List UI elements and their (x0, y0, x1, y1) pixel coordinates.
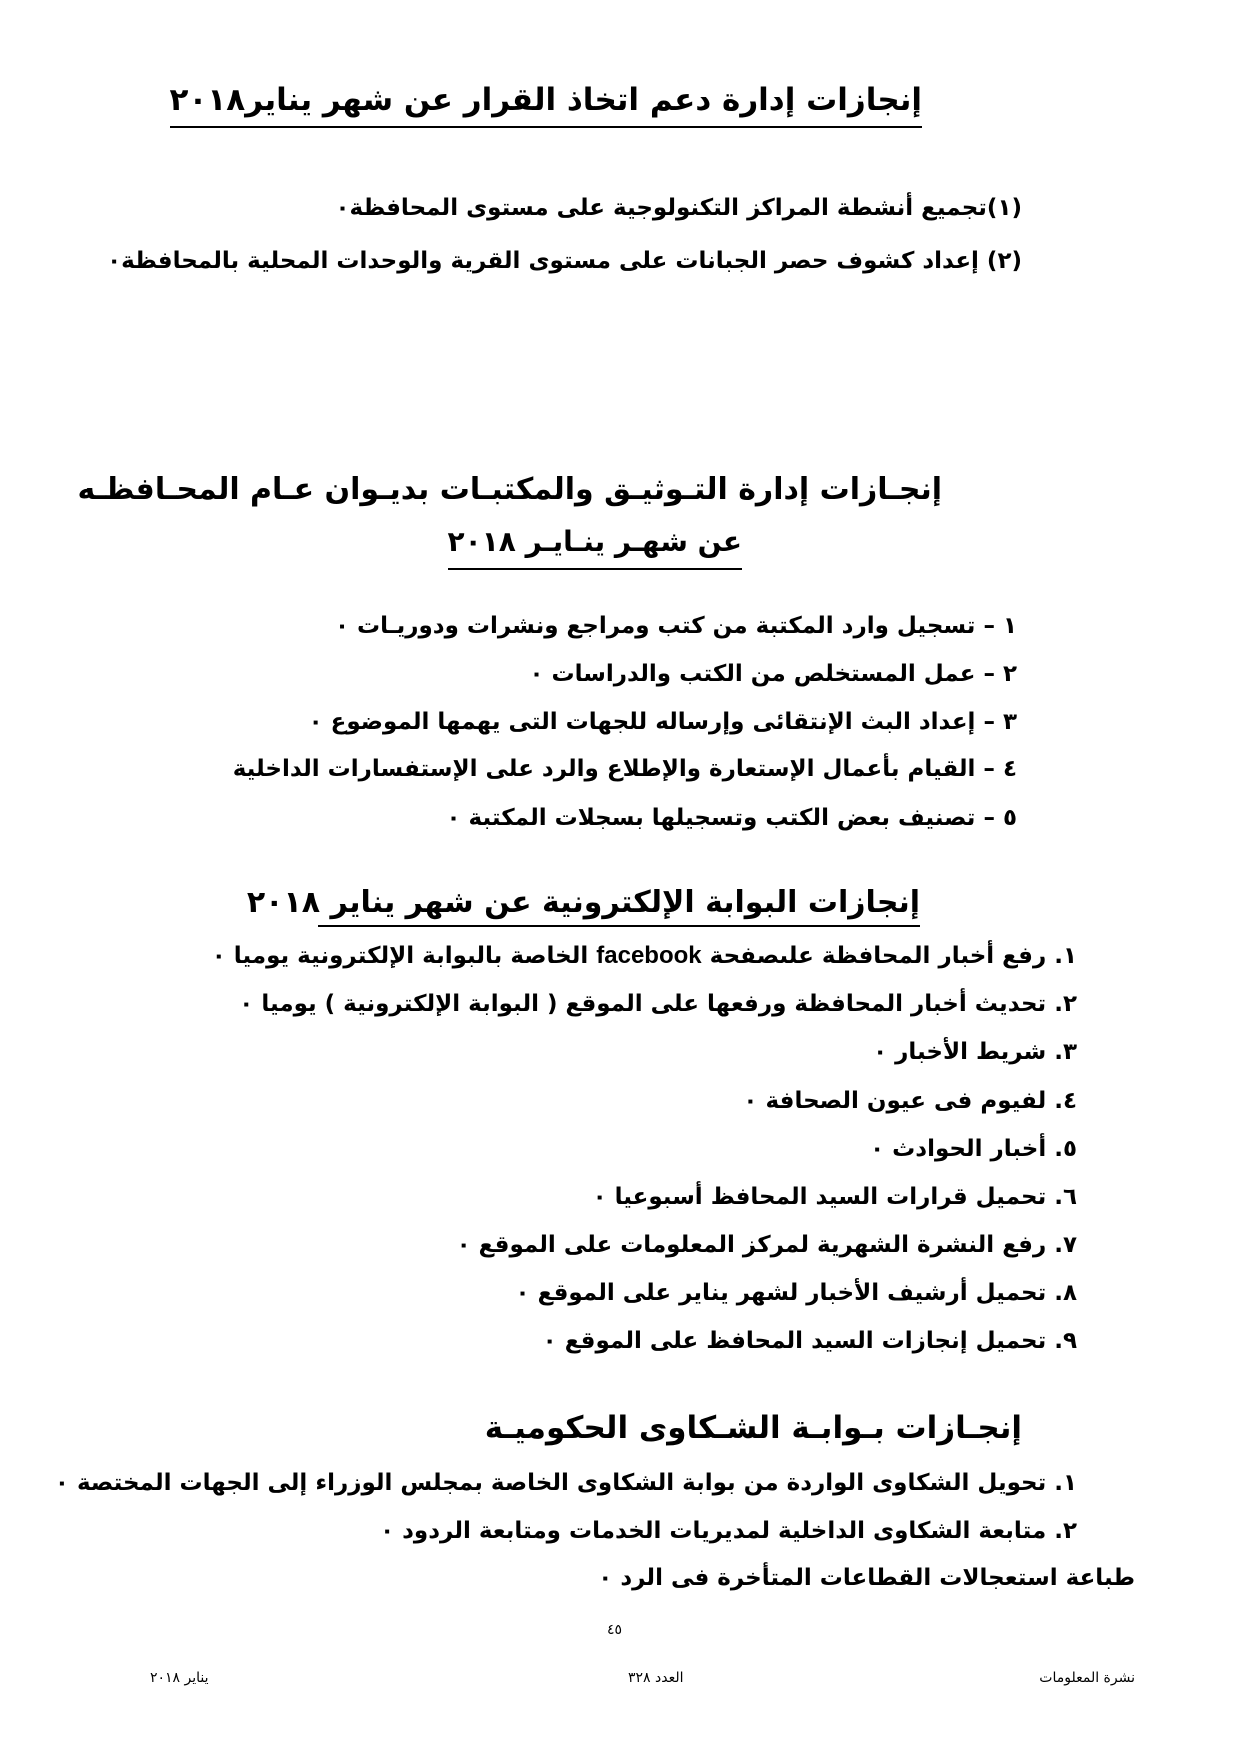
section4-title: إنجـازات بـوابـة الشـكاوى الحكوميـة (484, 1410, 1022, 1446)
section3-title: إنجازات البوابة الإلكترونية عن شهر يناير ٢٠١٨ (246, 885, 920, 920)
section3-item-4: ٤. لفيوم فى عيون الصحافة ٠ (743, 1088, 1077, 1114)
section1-title: إنجازات إدارة دعم اتخاذ القرار عن شهر يناير٢٠١٨ (170, 80, 922, 128)
section3-item-1 (212, 940, 1077, 972)
section2-item-1: ١ – تسجيل وارد المكتبة من كتب ومراجع ونشرات ودوريـات ٠ (334, 613, 1017, 639)
section2-title-line2: عن شهـر ينـايـر ٢٠١٨ (448, 522, 742, 570)
section3-item-1-after: الخاصة بالبوابة الإلكترونية يوميا ٠ (211, 943, 589, 969)
facebook-label: facebook (596, 942, 702, 969)
section3-item-1-before: ١. رفع أخبار المحافظة علىصفحة (709, 943, 1077, 969)
section1-item-2: (٢) إعداد كشوف حصر الجبانات على مستوى القرية والوحدات المحلية بالمحافظة٠ (107, 248, 1022, 274)
section3-item-3: ٣. شريط الأخبار ٠ (873, 1039, 1077, 1065)
section2-item-5: ٥ – تصنيف بعض الكتب وتسجيلها بسجلات المكتبة ٠ (446, 805, 1017, 831)
footer-date: يناير ٢٠١٨ (150, 1670, 209, 1686)
section4-item-2: ٢. متابعة الشكاوى الداخلية لمديريات الخدمات ومتابعة الردود ٠ (380, 1518, 1077, 1544)
section3-item-7: ٧. رفع النشرة الشهرية لمركز المعلومات على الموقع ٠ (456, 1232, 1077, 1258)
section4-item-3: طباعة استعجالات القطاعات المتأخرة فى الرد ٠ (598, 1565, 1135, 1591)
section4-item-1: ١. تحويل الشكاوى الواردة من بوابة الشكاوى الخاصة بمجلس الوزراء إلى الجهات المختصة ٠ (54, 1470, 1077, 1496)
section3-item-5: ٥. أخبار الحوادث ٠ (870, 1136, 1077, 1162)
section3-item-2: ٢. تحديث أخبار المحافظة ورفعها على الموقع ( البوابة الإلكترونية ) يوميا ٠ (239, 991, 1077, 1017)
section2-item-3: ٣ – إعداد البث الإنتقائى وإرساله للجهات التى يهمها الموضوع ٠ (308, 709, 1017, 735)
section1-item-1: (١)تجميع أنشطة المراكز التكنولوجية على مستوى المحافظة٠ (335, 195, 1022, 221)
section3-title-rule (318, 925, 920, 927)
section2-title-line1: إنجـازات إدارة التـوثيـق والمكتبـات بديـوان عـام المحـافظـه (77, 472, 942, 507)
section2-item-4: ٤ – القيام بأعمال الإستعارة والإطلاع والرد على الإستفسارات الداخلية (232, 756, 1017, 782)
footer-issue: العدد ٣٢٨ (628, 1670, 684, 1686)
section3-item-8: ٨. تحميل أرشيف الأخبار لشهر يناير على الموقع ٠ (515, 1280, 1077, 1306)
section3-item-9: ٩. تحميل إنجازات السيد المحافظ على الموقع ٠ (542, 1328, 1077, 1354)
page-number: ٤٥ (607, 1622, 623, 1638)
section3-item-6: ٦. تحميل قرارات السيد المحافظ أسبوعيا ٠ (592, 1184, 1077, 1210)
section2-item-2: ٢ – عمل المستخلص من الكتب والدراسات ٠ (529, 661, 1017, 687)
footer-publication: نشرة المعلومات (1039, 1670, 1135, 1686)
